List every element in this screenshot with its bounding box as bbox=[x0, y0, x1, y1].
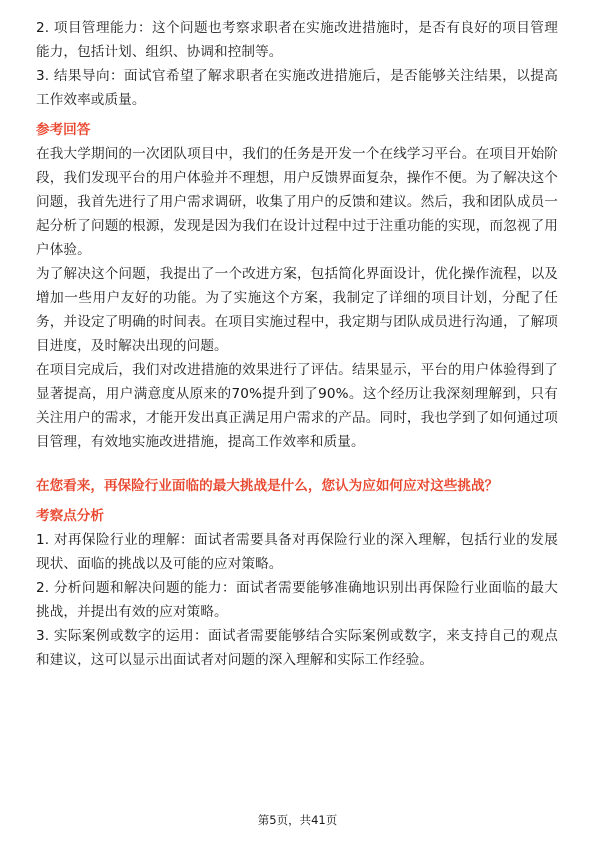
analysis-item-3: 3. 实际案例或数字的运用：面试者需要能够结合实际案例或数字，来支持自己的观点和建议，这可以显示出面试者对问题的深入理解和实际工作经验。 bbox=[36, 628, 558, 668]
criteria-item-2: 2. 项目管理能力：这个问题也考察求职者在实施改进措施时，是否有良好的项目管理能力，包括计划、组织、协调和控制等。 bbox=[36, 20, 558, 60]
criteria-item-3: 3. 结果导向：面试官希望了解求职者在实施改进措施后，是否能够关注结果，以提高工作效率或质量。 bbox=[36, 68, 558, 108]
reference-paragraph-2: 为了解决这个问题，我提出了一个改进方案，包括简化界面设计，优化操作流程，以及增加一些用户友好的功能。为了实施这个方案，我制定了详细的项目计划，分配了任务，并设定了明确的时间表。在项目实施过程中，我定期与团队成员进行沟通，了解项目进度，及时解决出现的问题。 bbox=[36, 266, 558, 354]
interview-question: 在您看来，再保险行业面临的最大挑战是什么，您认为应如何应对这些挑战？ bbox=[36, 478, 499, 494]
analysis-heading: 考察点分析 bbox=[36, 508, 104, 524]
page-number: 第5页，共41页 bbox=[257, 813, 338, 827]
reference-answer-heading: 参考回答 bbox=[36, 122, 91, 138]
document-page bbox=[36, 16, 558, 672]
analysis-item-1: 1. 对再保险行业的理解：面试者需要具备对再保险行业的深入理解，包括行业的发展现状、面临的挑战以及可能的应对策略。 bbox=[36, 532, 558, 572]
analysis-item-2: 2. 分析问题和解决问题的能力：面试者需要能够准确地识别出再保险行业面临的最大挑战，并提出有效的应对策略。 bbox=[36, 580, 558, 620]
reference-paragraph-3: 在项目完成后，我们对改进措施的效果进行了评估。结果显示，平台的用户体验得到了显著提高，用户满意度从原来的70%提升到了90%。这个经历让我深刻理解到，只有关注用户的需求，才能开发出真正满足用户需求的产品。同时，我也学到了如何通过项目管理，有效地实施改进措施，提高工作效率和质量。 bbox=[36, 362, 558, 450]
reference-paragraph-1: 在我大学期间的一次团队项目中，我们的任务是开发一个在线学习平台。在项目开始阶段，我们发现平台的用户体验并不理想，用户反馈界面复杂，操作不便。为了解决这个问题，我首先进行了用户需求调研，收集了用户的反馈和建议。然后，我和团队成员一起分析了问题的根源，发现是因为我们在设计过程中过于注重功能的实现，而忽视了用户体验。 bbox=[36, 146, 558, 258]
